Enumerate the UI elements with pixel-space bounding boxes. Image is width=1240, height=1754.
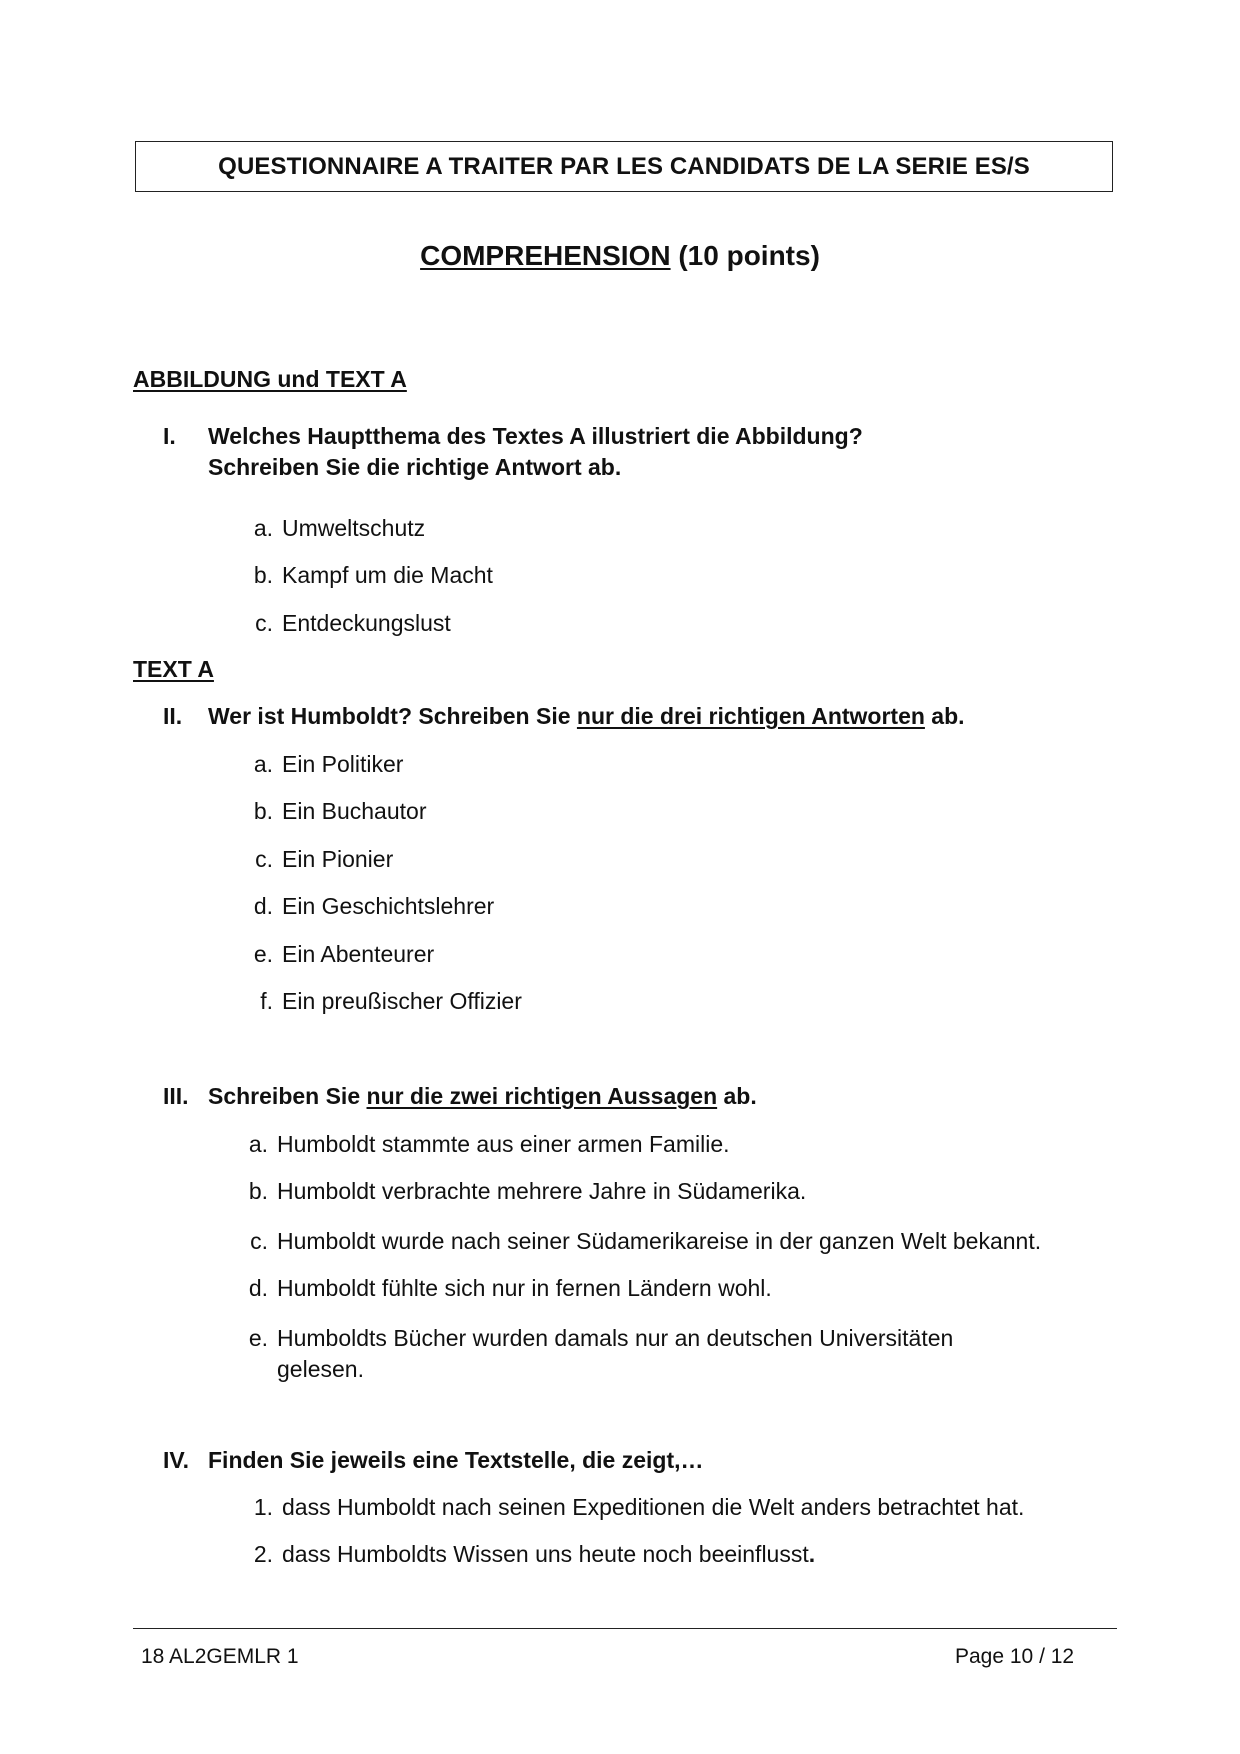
option-text: Ein Buchautor (282, 798, 427, 824)
question-1 (163, 423, 1063, 483)
option-text: Ein Geschichtslehrer (282, 893, 495, 919)
question-number: II. (163, 703, 183, 729)
statement-text: Humboldt stammte aus einer armen Familie. (277, 1131, 730, 1157)
question-text (208, 703, 965, 730)
task-item (253, 1541, 816, 1568)
question-text (208, 1083, 757, 1110)
option-item (253, 515, 426, 542)
banner-text: QUESTIONNAIRE A TRAITER PAR LES CANDIDATS DE LA SERIE ES/S (218, 152, 1030, 180)
statement-label: c. (250, 1228, 268, 1254)
title-underlined: COMPREHENSION (420, 240, 671, 271)
task-text: dass Humboldts Wissen uns heute noch beeinflusst (282, 1541, 809, 1567)
task-text: dass Humboldt nach seinen Expeditionen die Welt anders betrachtet hat. (282, 1494, 1025, 1520)
option-item (253, 562, 493, 589)
question-text-post: ab. (924, 703, 965, 729)
question-text-line2: Schreiben Sie die richtige Antwort ab. (208, 454, 622, 480)
statement-item (248, 1178, 807, 1205)
statement-text: Humboldt wurde nach seiner Südamerikareise in der ganzen Welt bekannt. (277, 1228, 1042, 1254)
option-label: c. (255, 846, 273, 872)
option-item (255, 846, 394, 873)
section-heading-abbildung: ABBILDUNG und TEXT A (133, 366, 407, 392)
footer-divider (133, 1628, 1117, 1629)
task-label: 2. (253, 1541, 273, 1567)
statement-item (248, 1325, 954, 1352)
question-text-post: ab. (717, 1083, 757, 1109)
statement-label: e. (248, 1325, 268, 1351)
question-number: III. (163, 1083, 189, 1109)
question-text: Finden Sie jeweils eine Textstelle, die zeigt,… (208, 1447, 704, 1473)
statement-label: d. (248, 1275, 268, 1301)
question-text-line1: Welches Hauptthema des Textes A illustriert die Abbildung? (208, 423, 863, 449)
task-end-period: . (808, 1541, 816, 1567)
option-item (253, 893, 495, 920)
question-text-pre: Schreiben Sie (208, 1083, 367, 1109)
title-points: (10 points) (670, 240, 820, 271)
question-text-emphasis: nur die drei richtigen Antworten (576, 703, 925, 729)
question-2 (163, 703, 1063, 733)
option-text: Ein Pionier (282, 846, 394, 872)
task-label: 1. (253, 1494, 273, 1520)
option-label: e. (253, 941, 273, 967)
option-item (253, 941, 435, 968)
option-item (253, 798, 427, 825)
statement-item-continued (277, 1356, 364, 1383)
question-number: I. (163, 423, 176, 449)
option-item (253, 751, 404, 778)
option-label: b. (253, 562, 273, 588)
option-label: d. (253, 893, 273, 919)
option-label: f. (260, 988, 273, 1014)
series-banner (135, 141, 1113, 192)
statement-label: a. (248, 1131, 268, 1157)
question-number: IV. (163, 1447, 190, 1473)
statement-text: Humboldt fühlte sich nur in fernen Ländern wohl. (277, 1275, 772, 1301)
option-text: Kampf um die Macht (282, 562, 493, 588)
statement-item (248, 1275, 772, 1302)
footer-code: 18 AL2GEMLR 1 (141, 1645, 299, 1668)
question-text-emphasis: nur die zwei richtigen Aussagen (366, 1083, 718, 1109)
question-4 (163, 1447, 1063, 1477)
statement-text: Humboldt verbrachte mehrere Jahre in Südamerika. (277, 1178, 807, 1204)
statement-item (248, 1131, 730, 1158)
option-label: a. (253, 515, 273, 541)
statement-text: Humboldts Bücher wurden damals nur an deutschen Universitäten (277, 1325, 954, 1351)
statement-item (250, 1228, 1042, 1255)
option-label: c. (255, 610, 273, 636)
option-text: Umweltschutz (282, 515, 426, 541)
option-item (260, 988, 522, 1015)
option-item (255, 610, 451, 637)
option-text: Ein preußischer Offizier (282, 988, 522, 1014)
option-text: Ein Abenteurer (282, 941, 435, 967)
question-3 (163, 1083, 1063, 1113)
statement-text: gelesen. (277, 1356, 364, 1382)
option-text: Ein Politiker (282, 751, 404, 777)
page-title (0, 240, 1240, 272)
option-text: Entdeckungslust (282, 610, 451, 636)
option-label: a. (253, 751, 273, 777)
footer-page-number: Page 10 / 12 (955, 1645, 1075, 1668)
question-text-pre: Wer ist Humboldt? Schreiben Sie (208, 703, 577, 729)
section-heading-text-a: TEXT A (133, 656, 214, 682)
option-label: b. (253, 798, 273, 824)
task-item (253, 1494, 1025, 1521)
statement-label: b. (248, 1178, 268, 1204)
